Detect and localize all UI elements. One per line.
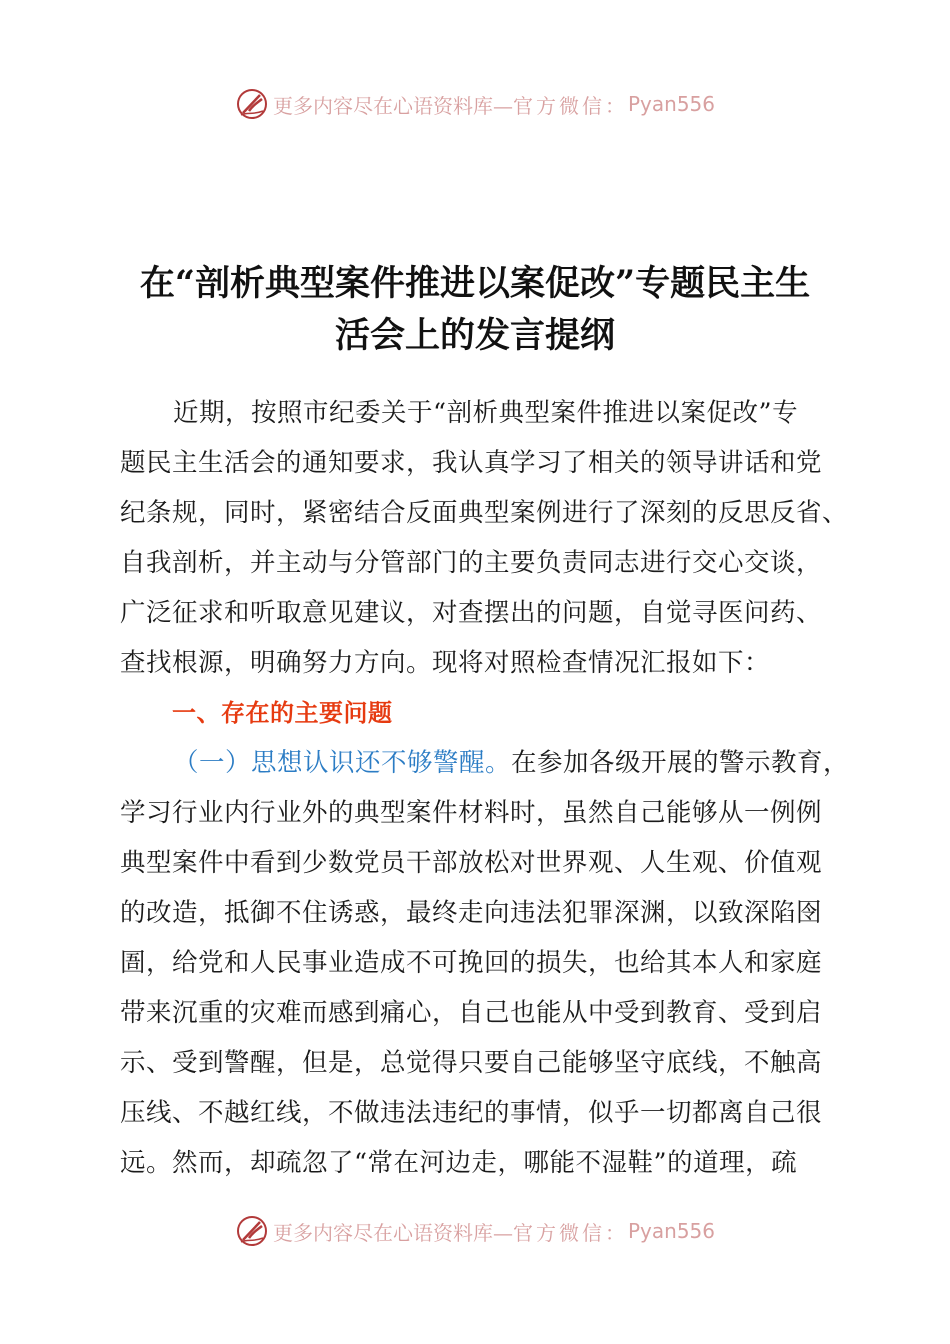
quill-logo-icon <box>235 1214 269 1248</box>
quill-logo-icon <box>235 87 269 121</box>
footer-banner <box>0 1211 950 1251</box>
banner-wechat-label: 官方微信： <box>512 1220 628 1245</box>
paragraph-line: 典型案件中看到少数党员干部放松对世界观、人生观、价值观 <box>120 848 823 878</box>
paragraph-line: 纪条规，同时，紧密结合反面典型案例进行了深刻的反思反省、 <box>120 498 849 528</box>
paragraph-line: 示、受到警醒，但是，总觉得只要自己能够坚守底线，不触高 <box>120 1048 823 1078</box>
banner-text: 更多内容尽在心语资料库— <box>272 1220 513 1245</box>
title-line: 活会上的发言提纲 <box>334 315 615 356</box>
title-line: 在“剖析典型案件推进以案促改”专题民主生 <box>139 263 811 304</box>
subsection-heading: （一）思想认识还不够警醒。 <box>173 748 512 778</box>
paragraph-line: 题民主生活会的通知要求，我认真学习了相关的领导讲话和党 <box>120 448 823 478</box>
paragraph-line: 自我剖析，并主动与分管部门的主要负责同志进行交心交谈， <box>120 548 823 578</box>
banner-wechat-label: 官方微信： <box>512 93 628 118</box>
section-heading: 一、存在的主要问题 <box>172 699 393 727</box>
banner-wechat-id: Pyan556 <box>627 1219 715 1243</box>
paragraph-line: 压线、不越红线，不做违法违纪的事情，似乎一切都离自己很 <box>120 1098 823 1128</box>
paragraph-line <box>120 738 850 788</box>
paragraph-line: 圄，给党和人民事业造成不可挽回的损失，也给其本人和家庭 <box>120 948 823 978</box>
paragraph-line: 远。然而，却疏忽了“常在河边走，哪能不湿鞋”的道理，疏 <box>120 1148 798 1178</box>
header-banner <box>0 84 950 124</box>
paragraph-line: 查找根源，明确努力方向。现将对照检查情况汇报如下： <box>120 648 771 678</box>
banner-text: 更多内容尽在心语资料库— <box>272 93 513 118</box>
paragraph-line: 广泛征求和听取意见建议，对查摆出的问题，自觉寻医问药、 <box>120 598 823 628</box>
paragraph-line: 近期，按照市纪委关于“剖析典型案件推进以案促改”专 <box>173 398 799 428</box>
document-title <box>100 258 850 362</box>
paragraph-line: 的改造，抵御不住诱惑，最终走向违法犯罪深渊，以致深陷囹 <box>120 898 823 928</box>
document-body <box>120 388 850 1188</box>
banner-wechat-id: Pyan556 <box>627 92 715 116</box>
paragraph-line: 学习行业内行业外的典型案件材料时，虽然自己能够从一例例 <box>120 798 823 828</box>
paragraph-text: 在参加各级开展的警示教育， <box>511 748 850 778</box>
paragraph-line: 带来沉重的灾难而感到痛心，自己也能从中受到教育、受到启 <box>120 998 823 1028</box>
